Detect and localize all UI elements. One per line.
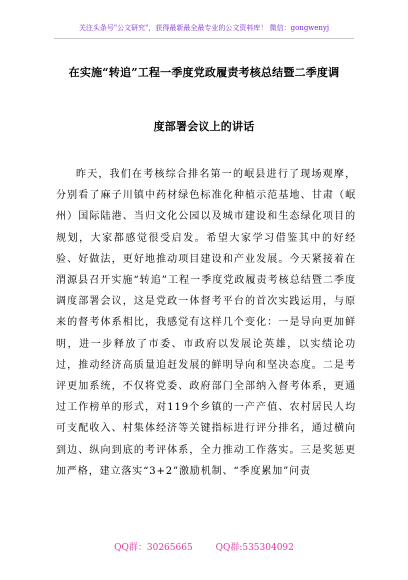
wechat-id: gongwenyj xyxy=(290,24,330,32)
footer-qq-group-2: QQ群:535304092 xyxy=(215,543,294,553)
document-title-line-1: 在实施“转追”工程一季度党政履责考核总结暨二季度调 xyxy=(68,66,340,79)
header-promo-text: 关注头条号"公文研究"，获得最新最全最专业的公文资料库！ 微信： xyxy=(78,24,291,32)
document-body xyxy=(56,164,356,482)
document-title-line-2: 度部署会议上的讲话 xyxy=(153,120,255,133)
header-divider xyxy=(54,38,354,39)
footer xyxy=(0,543,408,554)
footer-qq-group-1: QQ群：30265665 xyxy=(114,543,193,553)
body-paragraph: 昨天，我们在考核综合排名第一的岷县进行了现场观摩，分别看了麻子川镇中药材绿色标准化种植示范基地、甘肃（岷州）国际陆港、当归文化公园以及城市建设和生态绿化项目的规划，大家都感觉很受启发。希望大家学习借鉴其中的好经验、好做法，更好地推动项目建设和产业发展。今天紧接着在渭源县召开实施“转追”工程一季度党政履责考核总结暨二季度调度部署会议，这是党政一体督考平台的首次实践运用，与原来的督考体系相比，我感觉有这样几个变化：一是导向更加鲜明，进一步释放了市委、市政府以发展论英雄，以实绩论功过，推动经济高质量追赶发展的鲜明导向和坚决态度。二是考评更加系统，不仅将党委、政府部门全部纳入督考体系，更通过工作榜单的形式，对119个乡镇的一产产值、农村居民人均可支配收入、村集体经济等关键指标进行评分排名，通过横向到边、纵向到底的考评体系，全力推动工作落实。三是奖惩更加严格，建立落实“3+2”激励机制、“季度累加”问责 xyxy=(56,169,356,477)
header-note xyxy=(0,24,408,33)
